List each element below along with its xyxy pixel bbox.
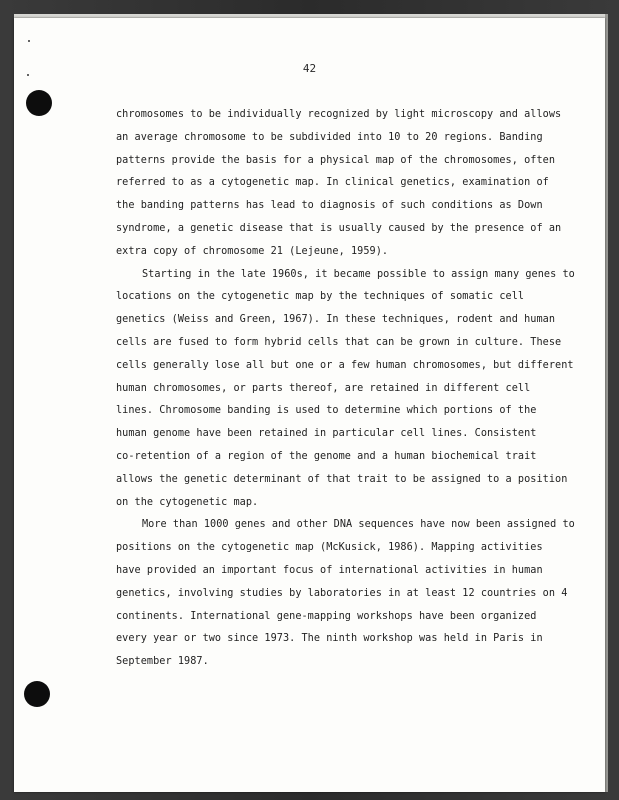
text-line: human genome have been retained in particular cell lines. Consistent [116, 428, 537, 440]
text-line: lines. Chromosome banding is used to determine which portions of the [116, 405, 537, 417]
text-line: genetics, involving studies by laboratories in at least 12 countries on 4 [116, 587, 568, 599]
text-line: continents. International gene-mapping workshops have been organized [116, 610, 537, 622]
text-line: on the cytogenetic map. [116, 496, 259, 508]
page-number: 42 [302, 62, 317, 75]
text-line: syndrome, a genetic disease that is usually caused by the presence of an [116, 222, 562, 234]
text-line: More than 1000 genes and other DNA sequences have now been assigned to [142, 519, 575, 531]
text-line: chromosomes to be individually recognized by light microscopy and allows [116, 109, 562, 120]
text-line: positions on the cytogenetic map (McKusick, 1986). Mapping activities [116, 542, 543, 554]
text-line: the banding patterns has lead to diagnosis of such conditions as Down [116, 200, 543, 212]
text-line: cells are fused to form hybrid cells that can be grown in culture. These [116, 336, 562, 348]
scan-speck [28, 40, 30, 42]
punch-hole-top [26, 90, 52, 116]
paragraph-3 [116, 514, 575, 674]
paper-edge-right [605, 14, 608, 792]
text-line: genetics (Weiss and Green, 1967). In these techniques, rodent and human [116, 314, 556, 326]
paragraph-1 [116, 104, 566, 264]
text-line: referred to as a cytogenetic map. In clinical genetics, examination of [116, 177, 549, 189]
text-line: have provided an important focus of international activities in human [116, 564, 543, 576]
text-line: allows the genetic determinant of that trait to be assigned to a position [116, 473, 568, 485]
paragraph-2 [116, 264, 575, 515]
body-text [116, 104, 575, 674]
text-line: patterns provide the basis for a physical map of the chromosomes, often [116, 154, 556, 166]
text-line: every year or two since 1973. The ninth workshop was held in Paris in [116, 633, 543, 645]
text-line: cells generally lose all but one or a few human chromosomes, but different [116, 359, 574, 371]
text-line: extra copy of chromosome 21 (Lejeune, 1959). [116, 245, 389, 257]
text-line: September 1987. [116, 656, 209, 668]
punch-hole-bottom [24, 681, 50, 707]
text-line: co-retention of a region of the genome and a human biochemical trait [116, 450, 537, 462]
text-line: human chromosomes, or parts thereof, are retained in different cell [116, 382, 531, 394]
text-line: locations on the cytogenetic map by the techniques of somatic cell [116, 291, 525, 303]
text-line: an average chromosome to be subdivided into 10 to 20 regions. Banding [116, 131, 543, 143]
text-line: Starting in the late 1960s, it became possible to assign many genes to [142, 268, 575, 280]
